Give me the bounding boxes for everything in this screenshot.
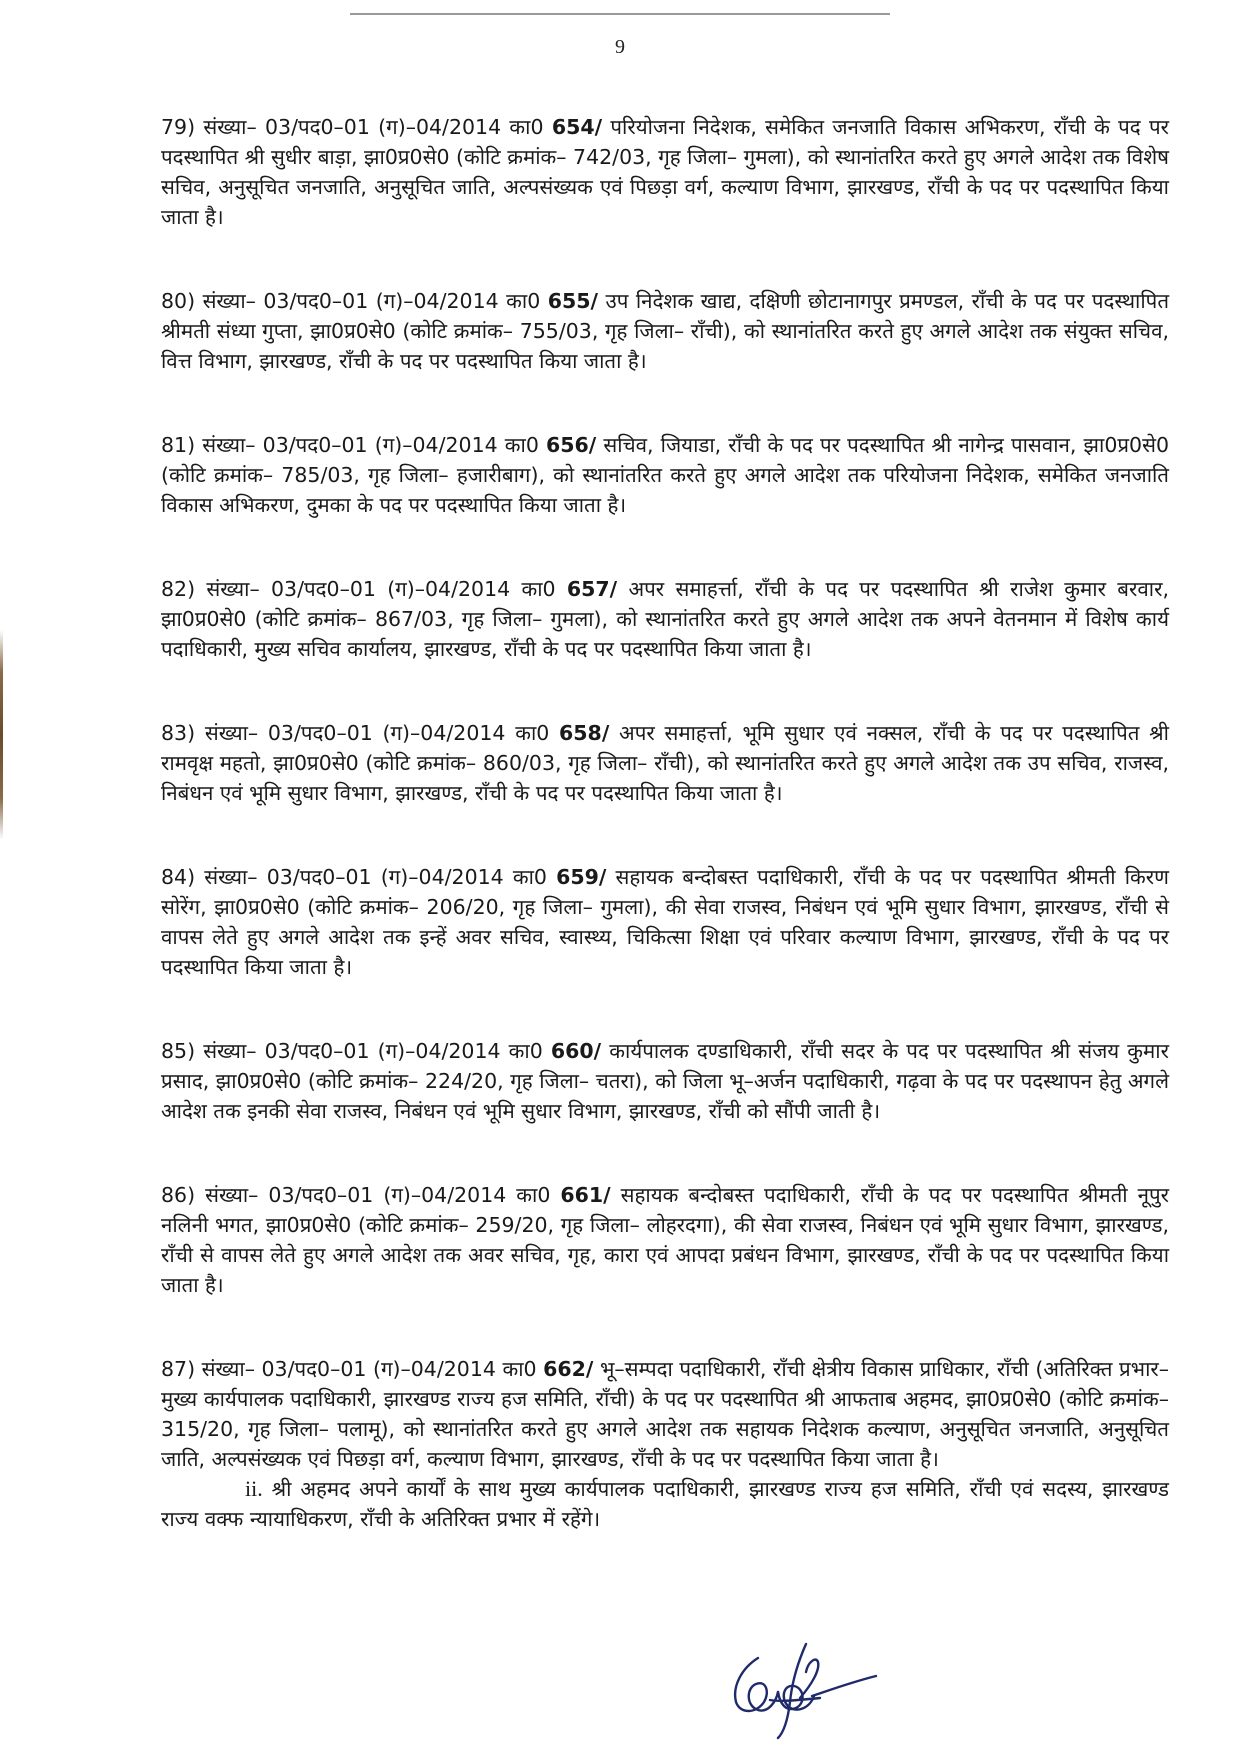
order-reference-prefix: संख्या– 03/पद0–01 (ग)–04/2014 का0 — [203, 1039, 551, 1063]
order-reference-number: 661/ — [560, 1183, 611, 1207]
sub-paragraph-text: श्री अहमद अपने कार्यों के साथ मुख्य कार्यपालक पदाधिकारी, झारखण्ड राज्य हज समिति, राँची एवं सदस्य, झारखण्ड राज्य वक्फ न्यायाधिकरण, राँची के अतिरिक्त प्रभार में रहेंगे। — [161, 1477, 1169, 1531]
order-text: परियोजना निदेशक, समेकित जनजाति विकास अभिकरण, राँची के पद पर पदस्थापित श्री सुधीर बाड़ा, झा0प्र0से0 (कोटि क्रमांक– 742/03, गृह जिला– गुमला), को स्थानांतरित करते हुए अगले आदेश तक विशेष सचिव, अनुसूचित जनजाति, अनुसूचित जाति, अल्पसंख्यक एवं पिछड़ा वर्ग, कल्याण विभाग, झारखण्ड, राँची के पद पर पदस्थापित किया जाता है। — [161, 115, 1169, 229]
order-reference-number: 655/ — [547, 289, 599, 313]
order-reference-prefix: संख्या– 03/पद0–01 (ग)–04/2014 का0 — [205, 1183, 561, 1207]
order-reference-prefix: संख्या– 03/पद0–01 (ग)–04/2014 का0 — [202, 289, 548, 313]
order-text: उप निदेशक खाद्य, दक्षिणी छोटानागपुर प्रमण्डल, राँची के पद पर पदस्थापित श्रीमती संध्या गुप्ता, झा0प्र0से0 (कोटि क्रमांक– 755/03, गृह जिला– राँची), को स्थानांतरित करते हुए अगले आदेश तक संयुक्त सचिव, वित्त विभाग, झारखण्ड, राँची के पद पर पदस्थापित किया जाता है। — [161, 289, 1169, 373]
order-paragraph — [161, 574, 1169, 664]
order-paragraph — [161, 112, 1169, 232]
order-paragraph — [161, 862, 1169, 982]
order-number: 83) — [161, 721, 196, 745]
order-number: 82) — [161, 577, 196, 601]
order-text: कार्यपालक दण्डाधिकारी, राँची सदर के पद पर पदस्थापित श्री संजय कुमार प्रसाद, झा0प्र0से0 (कोटि क्रमांक– 224/20, गृह जिला– चतरा), को जिला भू–अर्जन पदाधिकारी, गढ़वा के पद पर पदस्थापन हेतु अगले आदेश तक इनकी सेवा राजस्व, निबंधन एवं भूमि सुधार विभाग, झारखण्ड, राँची को सौंपी जाती है। — [161, 1039, 1169, 1123]
order-number: 87) — [161, 1357, 196, 1381]
order-text: सचिव, जियाडा, राँची के पद पर पदस्थापित श्री नागेन्द्र पासवान, झा0प्र0से0 (कोटि क्रमांक– 785/03, गृह जिला– हजारीबाग), को स्थानांतरित करते हुए अगले आदेश तक परियोजना निदेशक, समेकित जनजाति विकास अभिकरण, दुमका के पद पर पदस्थापित किया जाता है। — [161, 433, 1169, 517]
order-reference-number: 658/ — [559, 721, 610, 745]
order-list — [161, 112, 1169, 1534]
order-paragraph — [161, 1180, 1169, 1300]
order-text: सहायक बन्दोबस्त पदाधिकारी, राँची के पद पर पदस्थापित श्रीमती नूपुर नलिनी भगत, झा0प्र0से0 (कोटि क्रमांक– 259/20, गृह जिला– लोहरदगा), की सेवा राजस्व, निबंधन एवं भूमि सुधार विभाग, झारखण्ड, राँची से वापस लेते हुए अगले आदेश तक अवर सचिव, गृह, कारा एवं आपदा प्रबंधन विभाग, झारखण्ड, राँची के पद पर पदस्थापित किया जाता है। — [161, 1183, 1169, 1297]
order-reference-prefix: संख्या– 03/पद0–01 (ग)–04/2014 का0 — [206, 577, 567, 601]
order-text: अपर समाहर्त्ता, भूमि सुधार एवं नक्सल, राँची के पद पर पदस्थापित श्री रामवृक्ष महतो, झा0प्र0से0 (कोटि क्रमांक– 860/03, गृह जिला– राँची), को स्थानांतरित करते हुए अगले आदेश तक उप सचिव, राजस्व, निबंधन एवं भूमि सुधार विभाग, झारखण्ड, राँची के पद पर पदस्थापित किया जाता है। — [161, 721, 1169, 805]
order-reference-number: 662/ — [543, 1357, 594, 1381]
order-paragraph — [161, 286, 1169, 376]
order-reference-prefix: संख्या– 03/पद0–01 (ग)–04/2014 का0 — [202, 433, 547, 457]
order-paragraph — [161, 430, 1169, 520]
order-reference-number: 660/ — [550, 1039, 602, 1063]
order-paragraph — [161, 1036, 1169, 1126]
top-rule — [350, 13, 890, 15]
order-paragraph — [161, 1354, 1169, 1474]
order-number: 80) — [161, 289, 196, 313]
order-reference-prefix: संख्या– 03/पद0–01 (ग)–04/2014 का0 — [203, 115, 552, 139]
sub-paragraph-numeral: ii. — [245, 1476, 263, 1501]
scan-edge-mark — [0, 630, 3, 840]
order-paragraph — [161, 718, 1169, 808]
order-text: अपर समाहर्त्ता, राँची के पद पर पदस्थापित श्री राजेश कुमार बरवार, झा0प्र0से0 (कोटि क्रमांक– 867/03, गृह जिला– गुमला), को स्थानांतरित करते हुए अगले आदेश तक अपने वेतनमान में विशेष कार्य पदाधिकारी, मुख्य सचिव कार्यालय, झारखण्ड, राँची के पद पर पदस्थापित किया जाता है। — [161, 577, 1170, 661]
order-number: 85) — [161, 1039, 196, 1063]
order-reference-number: 657/ — [566, 577, 618, 601]
order-reference-prefix: संख्या– 03/पद0–01 (ग)–04/2014 का0 — [201, 1357, 544, 1381]
signature — [680, 1640, 890, 1740]
order-number: 84) — [161, 865, 196, 889]
order-reference-prefix: संख्या– 03/पद0–01 (ग)–04/2014 का0 — [204, 721, 560, 745]
order-reference-number: 654/ — [551, 115, 603, 139]
order-number: 79) — [161, 115, 196, 139]
order-reference-number: 659/ — [556, 865, 607, 889]
order-number: 81) — [161, 433, 196, 457]
order-number: 86) — [161, 1183, 196, 1207]
order-text: भू–सम्पदा पदाधिकारी, राँची क्षेत्रीय विकास प्राधिकार, राँची (अतिरिक्त प्रभार– मुख्य कार्यपालक पदाधिकारी, झारखण्ड राज्य हज समिति, राँची) के पद पर पदस्थापित श्री आफताब अहमद, झा0प्र0से0 (कोटि क्रमांक– 315/20, गृह जिला– पलामू), को स्थानांतरित करते हुए अगले आदेश तक सहायक निदेशक कल्याण, अनुसूचित जनजाति, अनुसूचित जाति, अल्पसंख्यक एवं पिछड़ा वर्ग, कल्याण विभाग, झारखण्ड, राँची के पद पर पदस्थापित किया जाता है। — [161, 1357, 1170, 1471]
order-reference-number: 656/ — [546, 433, 597, 457]
order-text: सहायक बन्दोबस्त पदाधिकारी, राँची के पद पर पदस्थापित श्रीमती किरण सोरेंग, झा0प्र0से0 (कोटि क्रमांक– 206/20, गृह जिला– गुमला), की सेवा राजस्व, निबंधन एवं भूमि सुधार विभाग, झारखण्ड, राँची से वापस लेते हुए अगले आदेश तक इन्हें अवर सचिव, स्वास्थ्य, चिकित्सा शिक्षा एवं परिवार कल्याण विभाग, झारखण्ड, राँची के पद पर पदस्थापित किया जाता है। — [161, 865, 1169, 979]
order-reference-prefix: संख्या– 03/पद0–01 (ग)–04/2014 का0 — [204, 865, 557, 889]
page-number: 9 — [615, 36, 625, 58]
sub-paragraph — [161, 1474, 1169, 1534]
